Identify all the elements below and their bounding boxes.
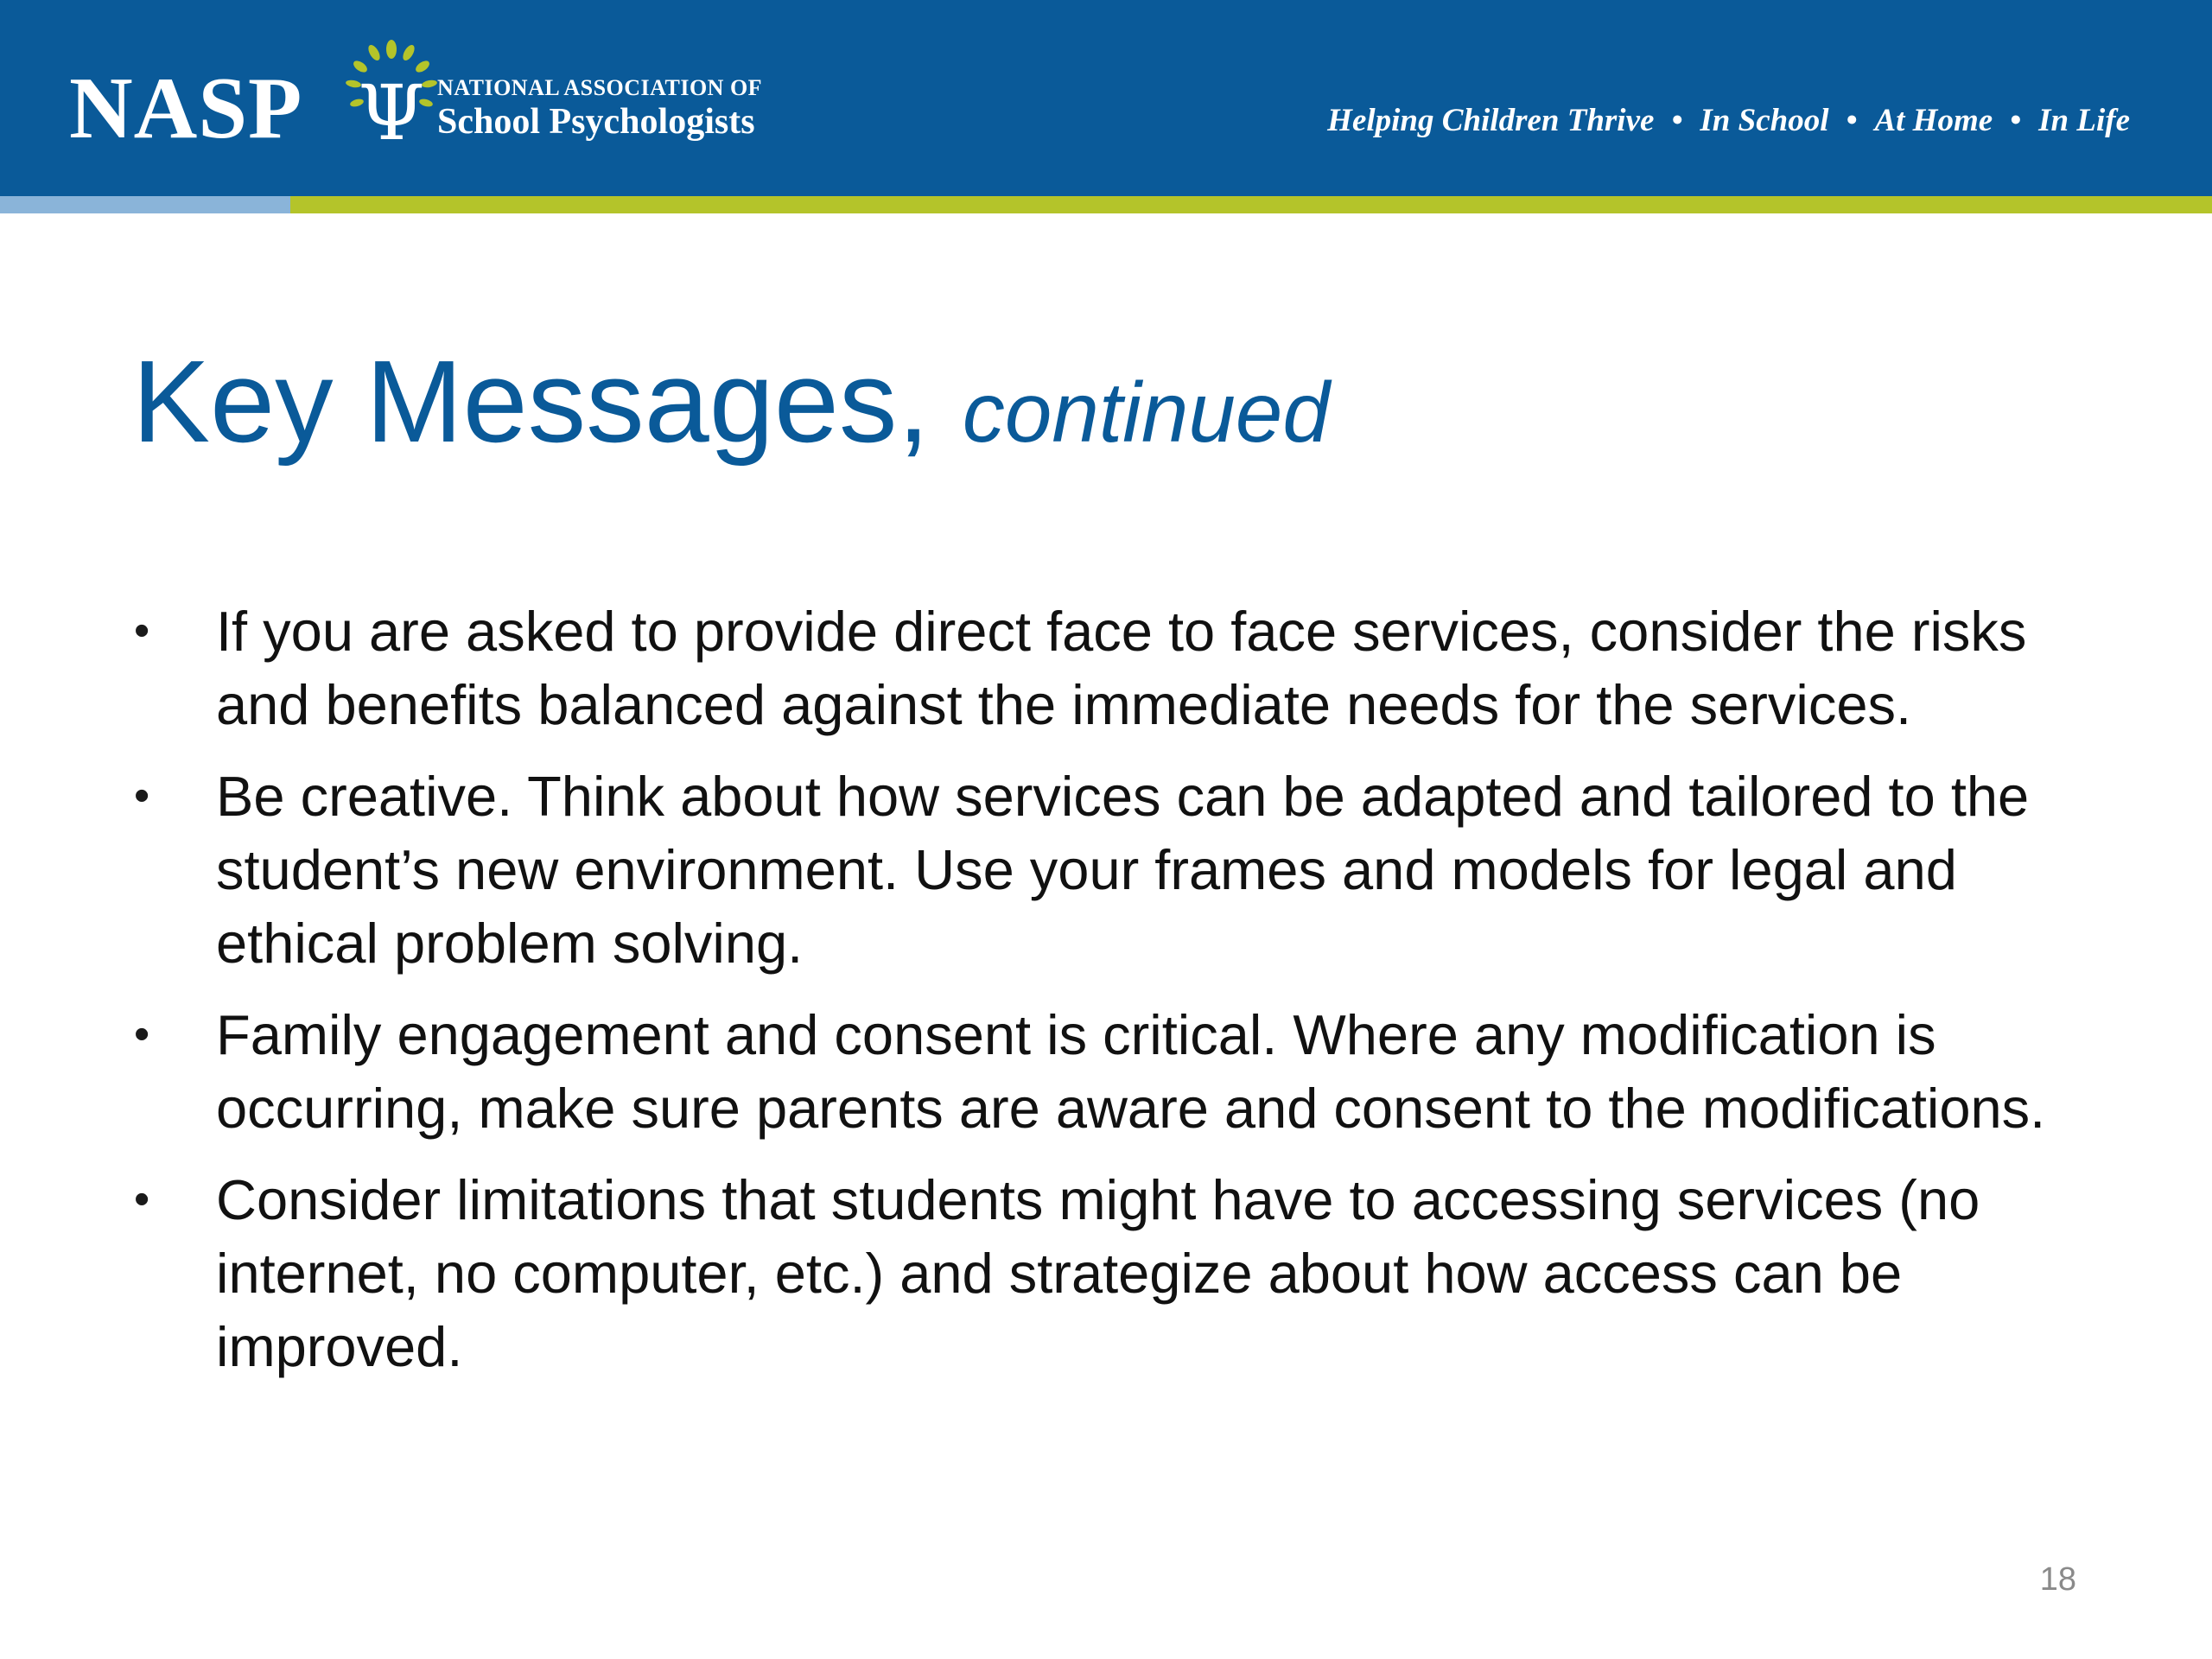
tagline-separator: • <box>2010 103 2022 138</box>
bullet-icon: • <box>134 1174 150 1224</box>
bullet-icon: • <box>134 771 150 821</box>
header-banner <box>0 0 2212 196</box>
bullet-item <box>130 998 2117 1145</box>
svg-text:Ψ: Ψ <box>358 68 425 157</box>
tagline-part: In School <box>1700 103 1829 138</box>
tagline-separator: • <box>1846 103 1858 138</box>
slide-title-main: Key Messages, <box>132 336 930 467</box>
header-rule-blue <box>0 196 290 213</box>
bullet-icon: • <box>134 606 150 656</box>
tagline-part: In Life <box>2038 103 2130 138</box>
tagline-separator: • <box>1671 103 1683 138</box>
bullet-item <box>130 594 2117 741</box>
header-rule-green <box>290 196 2212 213</box>
bullet-text: If you are asked to provide direct face to face services, consider the risks and benefits balanced against the immediate needs for the services. <box>216 600 2027 736</box>
bullet-text: Family engagement and consent is critical. Where any modification is occurring, make sure parents are aware and consent to the modifications. <box>216 1003 2046 1140</box>
slide-title <box>132 337 1330 503</box>
bullet-text: Be creative. Think about how services can be adapted and tailored to the student’s new environment. Use your frames and models for legal and ethical problem solving. <box>216 765 2030 975</box>
logo-org-line1: NATIONAL ASSOCIATION OF <box>437 75 763 100</box>
tagline-part: At Home <box>1874 103 1993 138</box>
tagline <box>1327 102 2130 139</box>
page-number: 18 <box>2039 1561 2076 1598</box>
slide-title-suffix: continued <box>962 365 1330 460</box>
bullet-icon: • <box>134 1009 150 1059</box>
bullet-item <box>130 760 2117 980</box>
bullet-list <box>130 594 2117 1402</box>
logo-acronym: NASP <box>69 60 303 157</box>
bullet-item <box>130 1163 2117 1383</box>
logo-org-line2: School Psychologists <box>437 102 755 142</box>
bullet-text: Consider limitations that students might have to accessing services (no internet, no computer, etc.) and strategize about how access can be improved. <box>216 1168 1980 1378</box>
tagline-part: Helping Children Thrive <box>1327 103 1655 138</box>
